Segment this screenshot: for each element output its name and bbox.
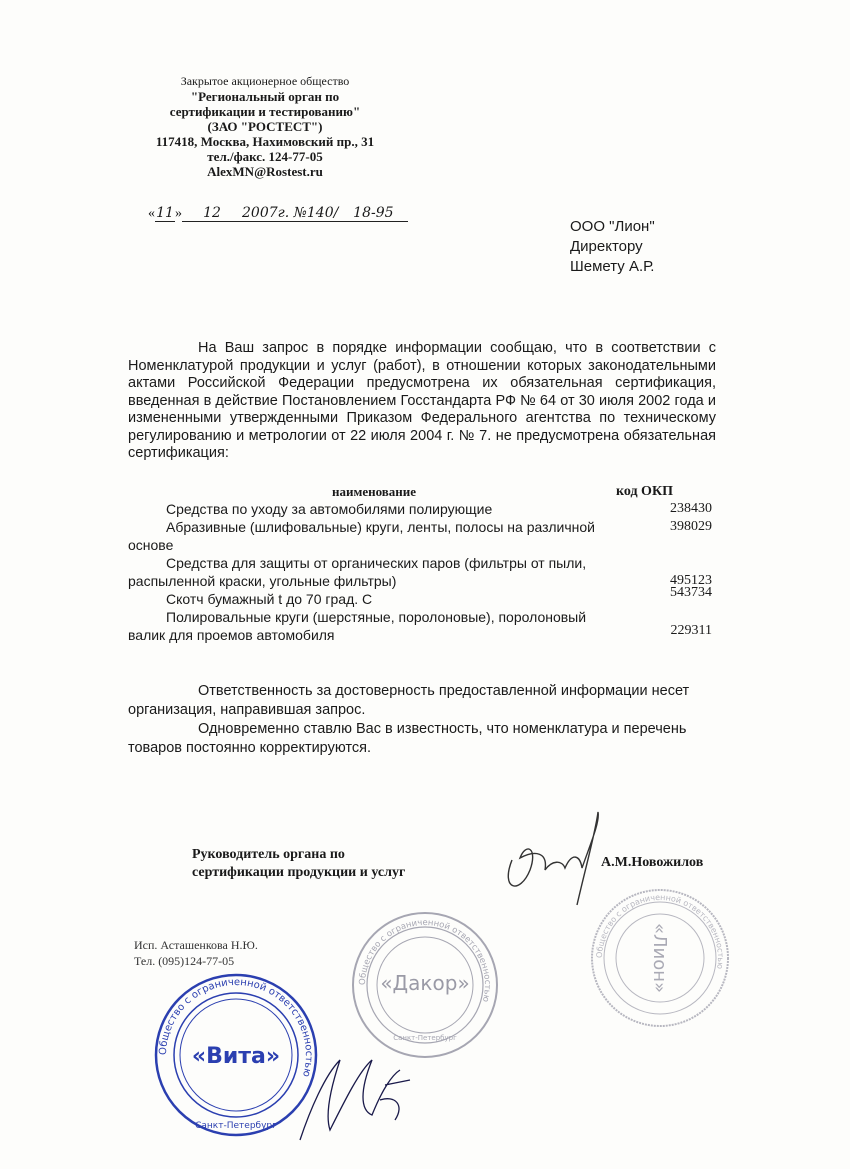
table-header-name: наименование xyxy=(332,484,417,499)
signatory-title-line-1: Руководитель органа по xyxy=(192,847,345,862)
reg-year-prefix: 200 xyxy=(242,205,269,221)
reg-day: 11 xyxy=(156,205,174,221)
dakor-city-text: Санкт-Петербург xyxy=(393,1034,457,1042)
executor-phone: Тел. (095)124-77-05 xyxy=(134,954,235,968)
addressee-company: ООО "Лион" xyxy=(570,218,655,235)
sender-address: 117418, Москва, Нахимовский пр., 31 xyxy=(155,134,375,149)
sender-line-3: сертификации и тестированию" xyxy=(169,104,361,119)
row-code: 398029 xyxy=(670,519,712,534)
row-code: 543734 xyxy=(670,585,712,600)
row-name: Средства по уходу за автомобилями полирующие xyxy=(166,501,493,517)
executor-name: Исп. Асташенкова Н.Ю. xyxy=(134,938,258,952)
row-code: 229311 xyxy=(670,623,712,638)
row-name: Средства для защиты от органических паров (фильтры от пыли, распыленной краски, угольные фильтры) xyxy=(128,555,587,589)
lion-stamp xyxy=(592,890,728,1026)
signature-mark xyxy=(508,812,598,905)
row-name: Абразивные (шлифовальные) круги, ленты, полосы на различной основе xyxy=(128,519,595,553)
reg-number: 18-95 xyxy=(338,205,408,222)
sender-line-1: Закрытое акционерное общество xyxy=(180,74,350,88)
sender-email: AlexMN@Rostest.ru xyxy=(207,164,323,179)
dakor-stamp xyxy=(353,913,497,1057)
vita-ring-text: Общество с ограниченной ответственностью xyxy=(157,976,315,1078)
quote-close: » xyxy=(175,206,182,221)
row-code: 495123 xyxy=(670,573,712,588)
footer-paragraph-2: Одновременно ставлю Вас в известность, что номенклатура и перечень товаров постоянно корректируются. xyxy=(128,721,687,756)
signatory-name: А.М.Новожилов xyxy=(601,855,704,870)
sender-line-4: (ЗАО "РОСТЕСТ") xyxy=(207,119,323,134)
addressee-name: Шемету А.Р. xyxy=(570,258,655,275)
quote-open: « xyxy=(148,206,155,221)
sender-phone: тел./факс. 124-77-05 xyxy=(207,149,323,164)
reg-number-prefix: 140/ xyxy=(306,205,339,221)
signature-mark-2 xyxy=(300,1060,410,1140)
addressee-position: Директору xyxy=(570,238,643,255)
vita-city-text: Санкт-Петербург xyxy=(195,1121,277,1131)
reg-year-digit: 7 xyxy=(268,205,278,221)
dakor-ring-text: Общество с ограниченной ответственностью xyxy=(357,917,493,1003)
reg-year-suffix: г. № xyxy=(277,205,307,221)
vita-center-text: «Вита» xyxy=(191,1044,281,1069)
vita-stamp xyxy=(156,975,316,1135)
row-code: 238430 xyxy=(670,501,712,516)
reg-month: 12 xyxy=(182,205,242,222)
body-paragraph: На Ваш запрос в порядке информации сообщаю, что в соответствии с Номенклатурой продукции и услуг (работ), в отношении которых законодательными актами Российской Федерации предусмотрена их обязательная сертификация, введенная в действие Постановлением Госстандарта РФ № 64 от 30 июля 2002 года и измененными утвержденными Приказом Федерального агентства по техническому регулированию и метрологии от 22 июля 2004 г. № 7. не предусмотрена обязательная сертификация: xyxy=(128,340,716,461)
lion-ring-text: Общество с ограниченной ответственностью xyxy=(594,892,726,970)
footer-paragraph-1: Ответственность за достоверность предоставленной информации несет организация, направившая запрос. xyxy=(128,683,690,718)
signatory-title-line-2: сертификации продукции и услуг xyxy=(192,865,406,880)
table-header-code: код ОКП xyxy=(616,484,673,499)
row-name: Скотч бумажный t до 70 град. С xyxy=(166,591,373,607)
row-name: Полировальные круги (шерстяные, поролоновые), поролоновый валик для проемов автомобиля xyxy=(128,609,587,643)
sender-line-2: "Региональный орган по xyxy=(190,89,340,104)
dakor-center-text: «Дакор» xyxy=(380,971,470,995)
lion-center-text: «Лион» xyxy=(649,922,670,994)
